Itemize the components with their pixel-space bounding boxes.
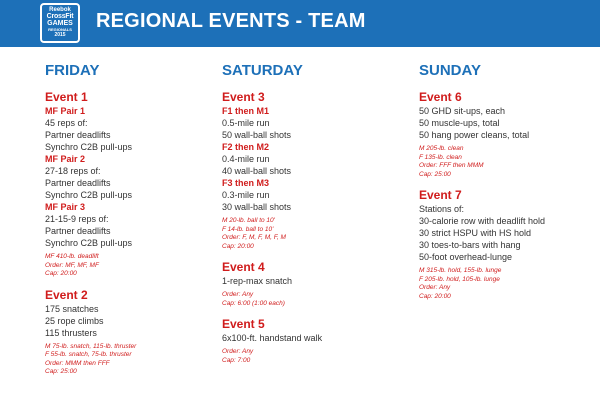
event-note: Order: F, M, F, M, F, M	[222, 234, 286, 241]
day-heading: SUNDAY	[419, 62, 481, 79]
event-subheading: F1 then M1	[222, 106, 270, 116]
event-title: Event 4	[222, 260, 265, 274]
event-title: Event 5	[222, 317, 265, 331]
day-heading: SATURDAY	[222, 62, 303, 79]
day-column-friday	[45, 62, 225, 386]
event-block	[419, 188, 599, 301]
event-movement: Partner deadlifts	[45, 226, 111, 236]
event-movement: Stations of:	[419, 204, 465, 214]
header-banner	[0, 0, 600, 47]
event-note: F 55-lb. snatch, 75-lb. thruster	[45, 351, 132, 358]
event-movement: Synchro C2B pull-ups	[45, 238, 133, 248]
event-movement: 50 wall-ball shots	[222, 130, 292, 140]
event-note: M 205-lb. clean	[419, 145, 464, 152]
page-title: REGIONAL EVENTS - TEAM	[96, 10, 366, 32]
event-note: F 135-lb. clean	[419, 153, 462, 161]
event-title: Event 7	[419, 188, 462, 202]
event-movement: 50-foot overhead-lunge	[419, 252, 513, 262]
event-note: M 315-lb. hold, 155-lb. lunge	[419, 267, 502, 274]
event-subheading: MF Pair 3	[45, 202, 86, 212]
event-movement: 40 wall-ball shots	[222, 166, 292, 176]
event-note: Order: Any	[222, 348, 254, 355]
day-column-sunday	[419, 62, 599, 310]
event-block	[45, 288, 225, 377]
event-title: Event 2	[45, 287, 88, 302]
event-movement: 0.5-mile run	[222, 118, 270, 128]
event-movement: 115 thrusters	[45, 327, 97, 338]
event-movement: 25 rope climbs	[45, 315, 104, 326]
logo-line: Reebok	[49, 7, 71, 13]
event-movement: 50 hang power cleans, total	[419, 130, 530, 140]
event-title: Event 6	[419, 90, 462, 104]
event-block	[222, 90, 402, 251]
event-movement: 30 wall-ball shots	[222, 202, 292, 212]
event-block	[419, 90, 599, 179]
crossfit-games-logo	[40, 3, 80, 43]
event-block	[222, 260, 402, 308]
event-note: Cap: 20:00	[222, 242, 254, 250]
event-subheading: F3 then M3	[222, 178, 270, 188]
day-column-saturday	[222, 62, 402, 374]
event-note: F 205-lb. hold, 105-lb. lunge	[419, 275, 500, 283]
event-movement: 0.3-mile run	[222, 190, 270, 200]
event-note: Cap: 25:00	[45, 368, 77, 375]
event-note: Order: Any	[419, 284, 451, 291]
event-note: Order: FFF then MMM	[419, 162, 484, 169]
event-note: Cap: 6:00 (1:00 each)	[222, 299, 285, 307]
event-title: Event 1	[45, 90, 88, 104]
event-note: Cap: 25:00	[419, 170, 451, 178]
event-note: Cap: 20:00	[419, 292, 451, 300]
event-movement: 0.4-mile run	[222, 154, 270, 164]
event-movement: Partner deadlifts	[45, 178, 111, 188]
event-notes	[45, 343, 225, 377]
event-notes	[419, 145, 599, 179]
event-subheading: MF Pair 1	[45, 106, 86, 116]
event-block	[222, 317, 402, 365]
event-movement: 21-15-9 reps of:	[45, 214, 109, 224]
event-subheading: MF Pair 2	[45, 154, 86, 164]
event-movement: 30 toes-to-bars with hang	[419, 240, 521, 250]
logo-line: GAMES	[47, 20, 73, 27]
event-movement: 30 strict HSPU with HS hold	[419, 228, 532, 238]
event-notes	[222, 217, 402, 251]
day-heading: FRIDAY	[45, 62, 100, 79]
event-title: Event 3	[222, 90, 265, 104]
event-note: Cap: 20:00	[45, 270, 77, 277]
event-notes	[222, 291, 402, 308]
event-notes	[419, 267, 599, 301]
event-movement: Partner deadlifts	[45, 130, 111, 140]
event-movement: 27-18 reps of:	[45, 166, 101, 176]
event-note: MF 410-lb. deadlift	[45, 253, 99, 260]
event-notes	[222, 348, 402, 365]
event-subheading: F2 then M2	[222, 142, 270, 152]
event-movement: 6x100-ft. handstand walk	[222, 333, 323, 343]
event-note: Order: Any	[222, 291, 254, 298]
event-movement: 45 reps of:	[45, 118, 88, 128]
event-note: F 14-lb. ball to 10'	[222, 225, 274, 233]
event-notes	[45, 253, 225, 279]
event-note: M 75-lb. snatch, 115-lb. thruster	[45, 342, 137, 350]
event-movement: 175 snatches	[45, 303, 99, 314]
event-note: Order: MF, MF, MF	[45, 261, 99, 269]
event-movement: 50 muscle-ups, total	[419, 118, 500, 128]
event-movement: 30-calorie row with deadlift hold	[419, 216, 546, 226]
event-movement: Synchro C2B pull-ups	[45, 142, 133, 152]
event-movement: 1-rep-max snatch	[222, 276, 293, 286]
event-movement: Synchro C2B pull-ups	[45, 190, 133, 200]
logo-line: REGIONALS	[48, 27, 72, 32]
event-block	[45, 90, 225, 279]
event-note: Order: MMM then FFF	[45, 359, 110, 367]
logo-line: CrossFit	[46, 13, 74, 20]
event-note: M 20-lb. ball to 10'	[222, 217, 275, 224]
event-note: Cap: 7:00	[222, 356, 251, 364]
logo-line: 2015	[54, 32, 66, 38]
event-movement: 50 GHD sit-ups, each	[419, 106, 506, 116]
